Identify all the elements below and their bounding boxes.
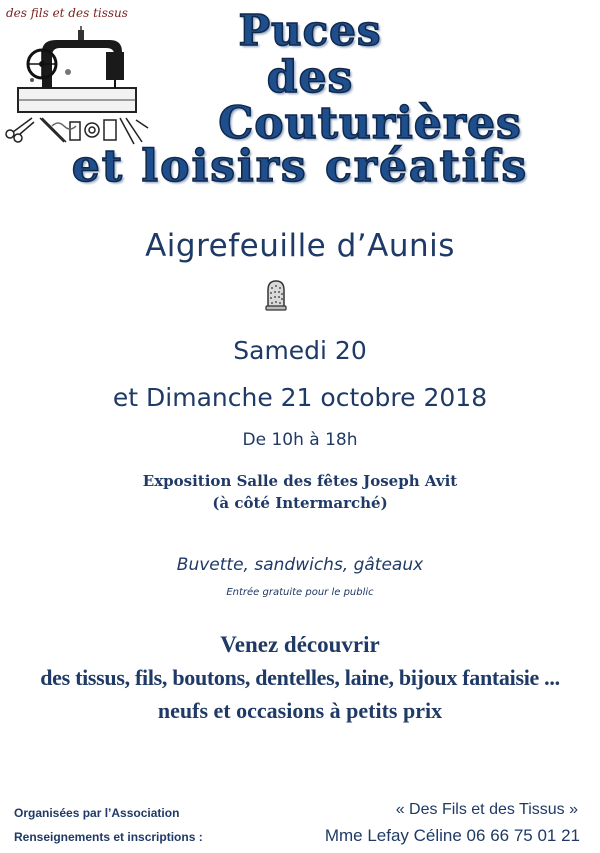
promo-items: des tissus, fils, boutons, dentelles, laine, bijoux fantaisie ...: [40, 665, 560, 690]
opening-hours: De 10h à 18h: [242, 430, 358, 450]
organizer-label: Organisées par l’Association: [14, 806, 180, 820]
promo-heading: Venez découvrir: [220, 632, 380, 657]
venue-note: (à côté Intermarché): [212, 494, 388, 512]
info-label: Renseignements et inscriptions :: [14, 830, 203, 844]
association-name: « Des Fils et des Tissus »: [395, 801, 578, 818]
entry-note: Entrée gratuite pour le public: [226, 587, 374, 598]
food-services: Buvette, sandwichs, gâteaux: [176, 555, 424, 575]
title-line-4: et loisirs créatifs: [71, 141, 529, 192]
title-line-1: Puces: [238, 6, 382, 55]
date-line-1: Samedi 20: [233, 336, 367, 365]
title-line-2: des: [266, 52, 354, 103]
brand-label: des fils et des tissus: [6, 6, 128, 20]
date-line-2: et Dimanche 21 octobre 2018: [112, 383, 488, 412]
title-line-3: Couturières: [218, 98, 522, 149]
contact-info: Mme Lefay Céline 06 66 75 01 21: [324, 826, 580, 845]
venue-name: Exposition Salle des fêtes Joseph Avit: [142, 472, 458, 490]
promo-prices: neufs et occasions à petits prix: [157, 698, 443, 723]
thimble-icon: [263, 278, 289, 312]
location-heading: Aigrefeuille d’Aunis: [145, 228, 455, 264]
